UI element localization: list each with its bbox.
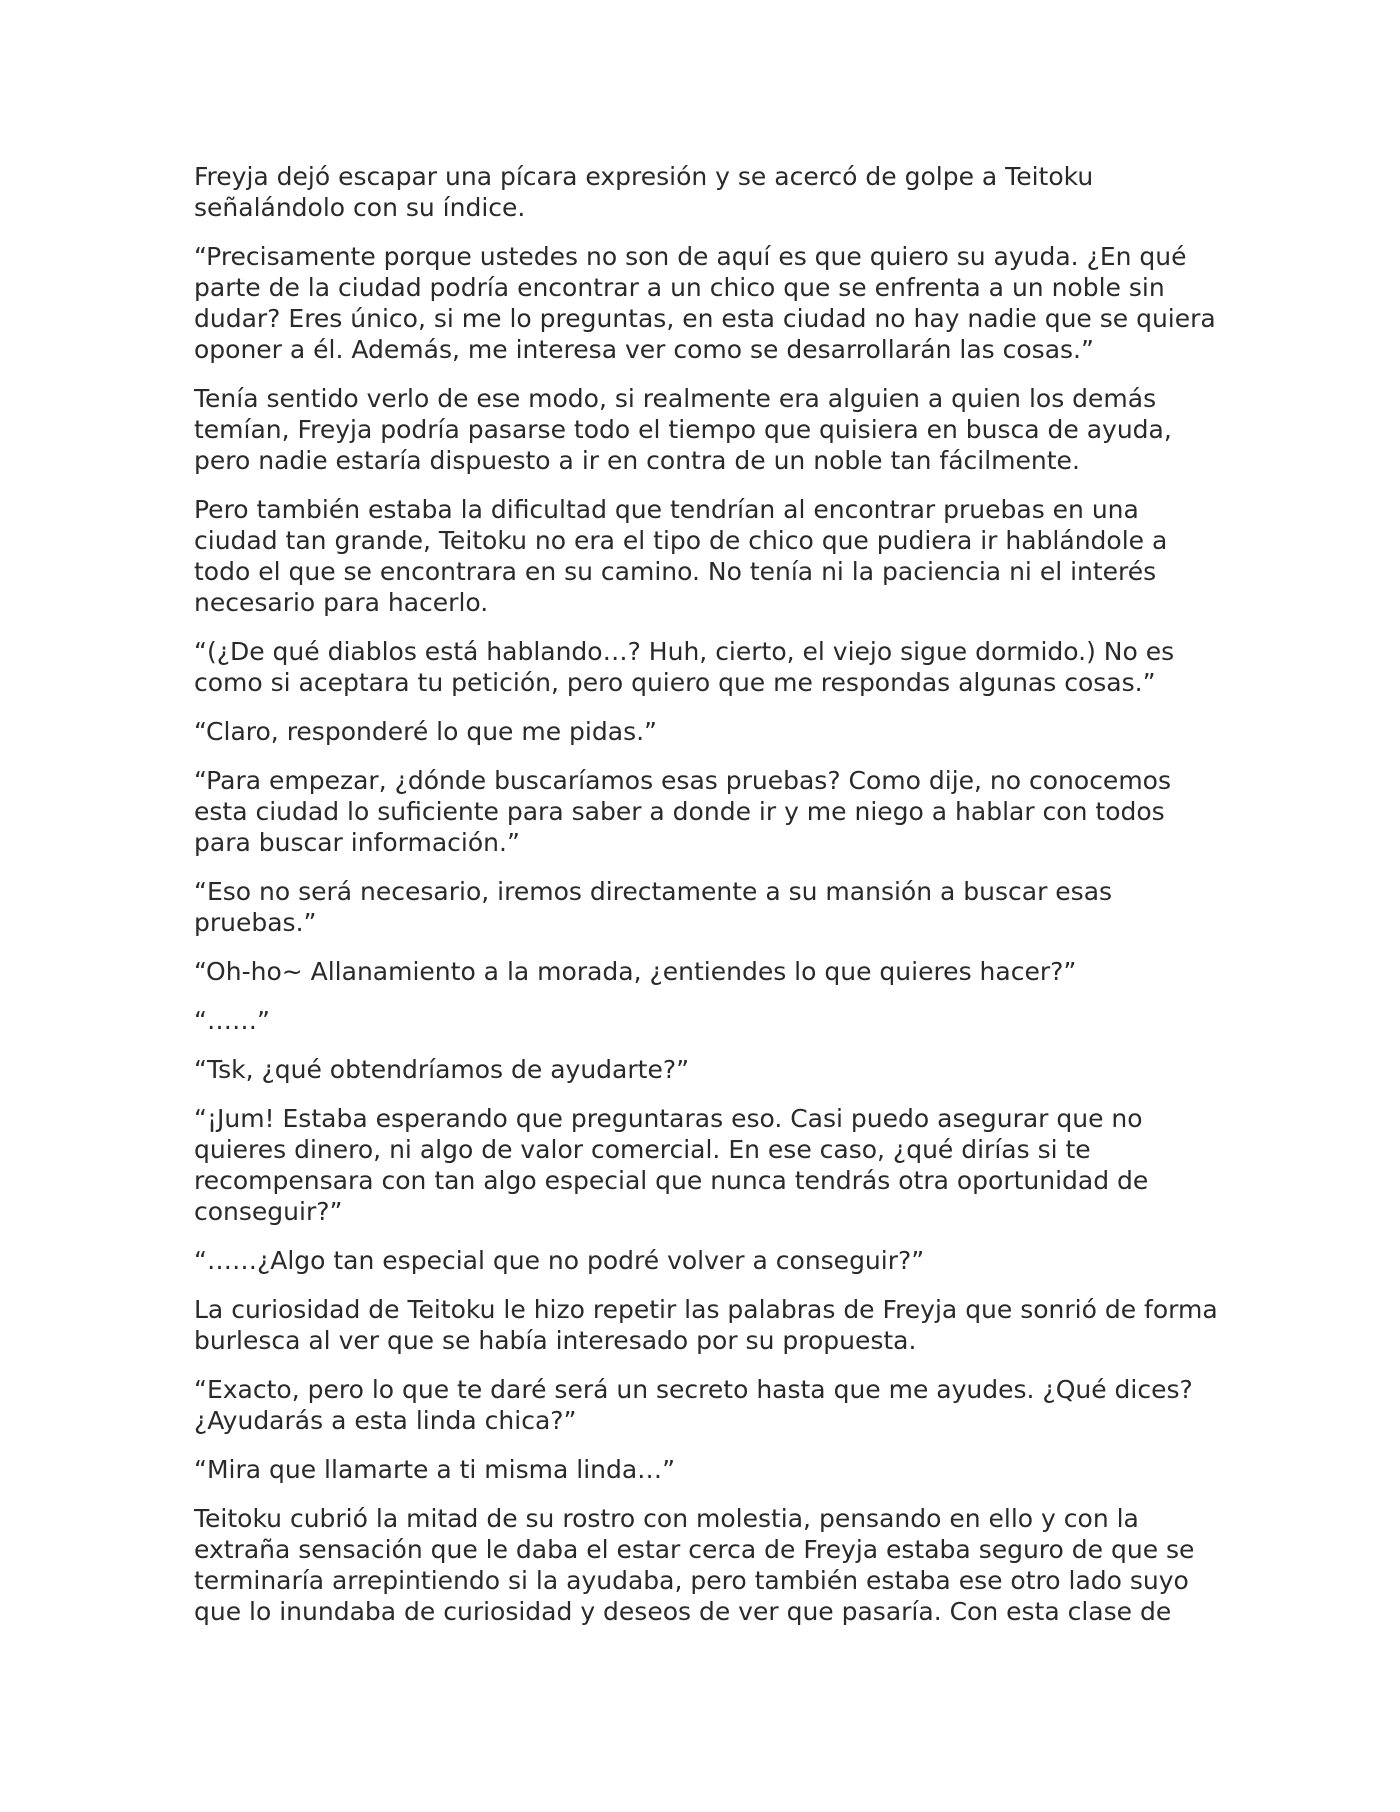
paragraph: “Oh-ho~ Allanamiento a la morada, ¿entiendes lo que quieres hacer?” bbox=[194, 957, 1077, 986]
paragraph: “Claro, responderé lo que me pidas.” bbox=[194, 717, 657, 746]
paragraph: “Exacto, pero lo que te daré será un secreto hasta que me ayudes. ¿Qué dices? ¿Ayudarás a esta linda chica?” bbox=[194, 1375, 1193, 1435]
paragraph: Pero también estaba la dificultad que tendrían al encontrar pruebas en una ciudad tan grande, Teitoku no era el tipo de chico que pudiera ir hablándole a todo el que se encontrara en su camino. No tenía ni la paciencia ni el interés necesario para hacerlo. bbox=[194, 495, 1168, 617]
paragraph: “……” bbox=[194, 1006, 270, 1035]
paragraph: “Precisamente porque ustedes no son de aquí es que quiero su ayuda. ¿En qué parte de la ciudad podría encontrar a un chico que se enfrenta a un noble sin dudar? Eres único, si me lo preguntas, en esta ciudad no hay nadie que se quiera oponer a él. Además, me interesa ver como se desarrollarán las cosas.” bbox=[194, 242, 1216, 364]
paragraph: La curiosidad de Teitoku le hizo repetir las palabras de Freyja que sonrió de forma burlesca al ver que se había interesado por su propuesta. bbox=[194, 1295, 1218, 1355]
paragraph: “¡Jum! Estaba esperando que preguntaras eso. Casi puedo asegurar que no quieres dinero, ni algo de valor comercial. En ese caso, ¿qué dirías si te recompensara con tan algo especial que nunca tendrás otra oportunidad de conseguir?” bbox=[194, 1104, 1149, 1226]
paragraph: Tenía sentido verlo de ese modo, si realmente era alguien a quien los demás temían, Freyja podría pasarse todo el tiempo que quisiera en busca de ayuda, pero nadie estaría dispuesto a ir en contra de un noble tan fácilmente. bbox=[194, 384, 1172, 475]
paragraph: “(¿De qué diablos está hablando…? Huh, cierto, el viejo sigue dormido.) No es como si aceptara tu petición, pero quiero que me respondas algunas cosas.” bbox=[194, 637, 1175, 697]
document-body bbox=[194, 161, 1224, 1645]
paragraph: Teitoku cubrió la mitad de su rostro con molestia, pensando en ello y con la extraña sensación que le daba el estar cerca de Freyja estaba seguro de que se terminaría arrepintiendo si la ayudaba, pero también estaba ese otro lado suyo que lo inundaba de curiosidad y deseos de ver que pasaría. Con esta clase de bbox=[194, 1504, 1195, 1626]
paragraph: “Mira que llamarte a ti misma linda…” bbox=[194, 1455, 676, 1484]
paragraph: “……¿Algo tan especial que no podré volver a conseguir?” bbox=[194, 1246, 925, 1275]
paragraph: “Tsk, ¿qué obtendríamos de ayudarte?” bbox=[194, 1055, 690, 1084]
paragraph: Freyja dejó escapar una pícara expresión y se acercó de golpe a Teitoku señalándolo con su índice. bbox=[194, 162, 1094, 222]
paragraph: “Para empezar, ¿dónde buscaríamos esas pruebas? Como dije, no conocemos esta ciudad lo suficiente para saber a donde ir y me niego a hablar con todos para buscar información.” bbox=[194, 766, 1171, 857]
paragraph: “Eso no será necesario, iremos directamente a su mansión a buscar esas pruebas.” bbox=[194, 877, 1113, 937]
